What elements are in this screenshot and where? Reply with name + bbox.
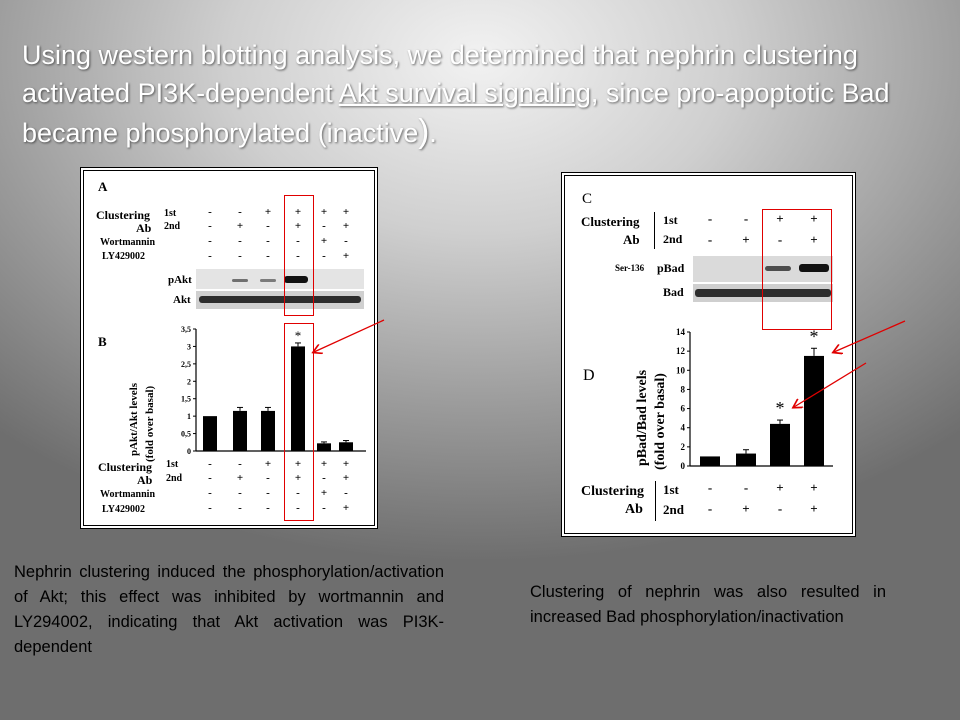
right-bottom-sign-r2-3: + — [810, 501, 818, 516]
blot-akt-label: Akt — [173, 294, 191, 306]
significance-star: * — [809, 326, 819, 347]
left-bottom-sign-r3-5: - — [344, 487, 348, 499]
right-bottom-sign-r2-1: + — [742, 501, 750, 516]
r-bottom-ab-label: Ab — [625, 502, 643, 517]
right-top-sign-r2-3: + — [810, 232, 818, 247]
bar — [203, 416, 217, 451]
left-top-sign-r2-3: + — [294, 220, 302, 232]
blot-bad-label: Bad — [663, 285, 684, 299]
y-tick-label: 2 — [680, 441, 685, 452]
left-top-sign-r3-1: - — [238, 235, 242, 247]
right-top-sign-r2-0: - — [707, 232, 713, 247]
row-clustering-label: Clustering — [96, 208, 150, 222]
left-bottom-sign-r4-3: - — [296, 502, 300, 514]
bar — [736, 454, 756, 466]
left-bottom-sign-r3-2: - — [266, 487, 270, 499]
right-figure-panel — [564, 175, 853, 534]
chart1-ylabel-1: pAkt/Akt levels — [128, 382, 140, 456]
right-bottom-sign-r1-2: + — [776, 480, 784, 495]
right-top-sign-r1-3: + — [810, 211, 818, 226]
y-tick-label: 8 — [680, 384, 685, 395]
left-bottom-sign-r2-1: + — [236, 472, 244, 484]
blot-pbad-label: pBad — [657, 261, 685, 275]
left-top-sign-r3-0: - — [208, 235, 212, 247]
right-top-sign-r2-2: - — [777, 232, 783, 247]
bar — [804, 356, 824, 466]
right-top-sign-r2-1: + — [742, 232, 750, 247]
left-top-sign-r2-1: + — [236, 220, 244, 232]
title-end: . — [429, 118, 437, 148]
row-2nd-label: 2nd — [164, 221, 181, 232]
right-bottom-sign-r2-0: - — [707, 501, 713, 516]
left-top-sign-r2-2: - — [266, 220, 270, 232]
left-top-sign-r1-4: + — [320, 206, 328, 218]
chart1-ylabel-2: (fold over basal) — [144, 385, 156, 462]
bottom-row-ly-label: LY429002 — [102, 504, 145, 515]
left-top-sign-r2-0: - — [208, 220, 212, 232]
left-bottom-sign-r2-3: + — [294, 472, 302, 484]
right-bottom-sign-r1-3: + — [810, 480, 818, 495]
significance-star: * — [294, 327, 302, 343]
left-bottom-sign-r2-4: - — [322, 472, 326, 484]
bottom-row-1st-label: 1st — [166, 459, 179, 470]
right-top-sign-r1-1: - — [743, 211, 749, 226]
left-bottom-sign-r4-5: + — [342, 502, 350, 514]
y-tick-label: 2 — [187, 377, 191, 387]
left-top-sign-r3-4: + — [320, 235, 328, 247]
left-bottom-sign-r1-3: + — [294, 458, 302, 470]
left-top-sign-r1-5: + — [342, 206, 350, 218]
bar — [700, 456, 720, 466]
r-bottom-1st-label: 1st — [663, 482, 679, 497]
left-bottom-sign-r4-4: - — [322, 502, 326, 514]
row-wortmannin-label: Wortmannin — [100, 237, 156, 248]
title-paren: ) — [418, 112, 430, 149]
bar — [233, 411, 247, 451]
right-bottom-sign-r1-1: - — [743, 480, 749, 495]
y-tick-label: 3,5 — [181, 325, 191, 334]
left-bottom-sign-r1-4: + — [320, 458, 328, 470]
left-top-sign-r4-4: - — [322, 250, 326, 262]
label-d: D — [583, 367, 595, 384]
label-c: C — [582, 191, 593, 207]
title-text-1: Using western blotting analysis, we determined that nephrin clustering activated PI3K-dependent — [22, 40, 858, 108]
left-bottom-sign-r1-5: + — [342, 458, 350, 470]
bar — [261, 411, 275, 451]
left-top-sign-r1-2: + — [264, 206, 272, 218]
left-top-sign-r3-3: - — [296, 235, 300, 247]
left-bottom-sign-r3-3: - — [296, 487, 300, 499]
left-bottom-sign-r4-1: - — [238, 502, 242, 514]
left-top-sign-r3-2: - — [266, 235, 270, 247]
bottom-row-clustering-label: Clustering — [98, 460, 152, 474]
left-bottom-sign-r2-2: - — [266, 472, 270, 484]
y-tick-label: 2,5 — [181, 359, 191, 369]
y-tick-label: 14 — [676, 327, 685, 337]
bottom-row-ab-label: Ab — [137, 473, 153, 487]
y-tick-label: 0,5 — [181, 429, 191, 439]
label-b: B — [98, 334, 107, 349]
y-tick-label: 1 — [187, 412, 191, 422]
chart2-ylabel-1: pBad/Bad levels — [635, 369, 650, 466]
r-row-clustering-label: Clustering — [581, 214, 640, 229]
left-top-sign-r4-1: - — [238, 250, 242, 262]
y-tick-label: 10 — [676, 365, 685, 376]
left-top-sign-r3-5: - — [344, 235, 348, 247]
y-tick-label: 12 — [676, 346, 685, 357]
left-caption: Nephrin clustering induced the phosphorylation/activation of Akt; this effect was inhibited by wortmannin and LY294002, indicating that Akt activation was PI3K-dependent — [14, 563, 444, 656]
title-text-2: , since pro-apoptotic Bad became phosphorylated (inactive — [22, 78, 890, 148]
r-row-2nd-label: 2nd — [663, 232, 683, 246]
label-a: A — [98, 179, 108, 194]
bottom-row-2nd-label: 2nd — [166, 473, 183, 484]
blot-pakt-label: pAkt — [168, 274, 192, 286]
bar — [317, 443, 331, 451]
left-bottom-sign-r3-4: + — [320, 487, 328, 499]
highlight-box-pakt-bar — [284, 323, 314, 521]
r-row-ab-label: Ab — [623, 232, 640, 247]
left-bottom-sign-r2-5: + — [342, 472, 350, 484]
left-bottom-sign-r3-1: - — [238, 487, 242, 499]
row-1st-label: 1st — [164, 208, 177, 219]
left-top-sign-r4-3: - — [296, 250, 300, 262]
left-bottom-sign-r2-0: - — [208, 472, 212, 484]
significance-star: * — [775, 398, 785, 419]
highlight-box-pbad-blot — [762, 209, 832, 330]
left-top-sign-r1-3: + — [294, 206, 302, 218]
y-tick-label: 6 — [680, 403, 685, 414]
right-bottom-sign-r2-2: - — [777, 501, 783, 516]
r-bottom-clustering-label: Clustering — [581, 484, 644, 499]
left-top-sign-r4-5: + — [342, 250, 350, 262]
left-top-sign-r4-0: - — [208, 250, 212, 262]
y-tick-label: 3 — [187, 342, 191, 352]
y-tick-label: 4 — [680, 422, 685, 433]
bar — [770, 424, 790, 466]
r-row-1st-label: 1st — [663, 213, 678, 227]
blot-ser-label: Ser-136 — [615, 263, 645, 273]
title-link-text: Akt survival signaling — [338, 78, 591, 108]
left-top-sign-r4-2: - — [266, 250, 270, 262]
y-tick-label: 0 — [680, 461, 685, 471]
left-figure-panel — [83, 170, 375, 526]
bottom-row-wortmannin-label: Wortmannin — [100, 489, 156, 500]
right-bottom-sign-r1-0: - — [707, 480, 713, 495]
left-bottom-sign-r4-0: - — [208, 502, 212, 514]
bar — [339, 442, 353, 451]
left-top-sign-r1-0: - — [208, 206, 212, 218]
row-ly-label: LY429002 — [102, 251, 145, 262]
right-top-sign-r1-0: - — [707, 211, 713, 226]
left-bottom-sign-r1-0: - — [208, 458, 212, 470]
y-tick-label: 0 — [187, 447, 191, 456]
y-tick-label: 1,5 — [181, 394, 191, 404]
chart2-ylabel-2: (fold over basal) — [653, 373, 668, 470]
left-top-sign-r2-5: + — [342, 220, 350, 232]
slide-title — [22, 36, 942, 152]
highlight-box-pakt-blot — [284, 195, 314, 316]
left-bottom-sign-r1-2: + — [264, 458, 272, 470]
left-bottom-sign-r1-1: - — [238, 458, 242, 470]
r-bottom-divider — [655, 481, 656, 521]
right-top-sign-r1-2: + — [776, 211, 784, 226]
left-bottom-sign-r3-0: - — [208, 487, 212, 499]
left-bottom-sign-r4-2: - — [266, 502, 270, 514]
right-caption: Clustering of nephrin was also resulted in increased Bad phosphorylation/inactivation — [530, 583, 886, 626]
r-bottom-2nd-label: 2nd — [663, 502, 684, 517]
left-top-sign-r2-4: - — [322, 220, 326, 232]
row-ab-label: Ab — [136, 221, 152, 235]
left-top-sign-r1-1: - — [238, 206, 242, 218]
